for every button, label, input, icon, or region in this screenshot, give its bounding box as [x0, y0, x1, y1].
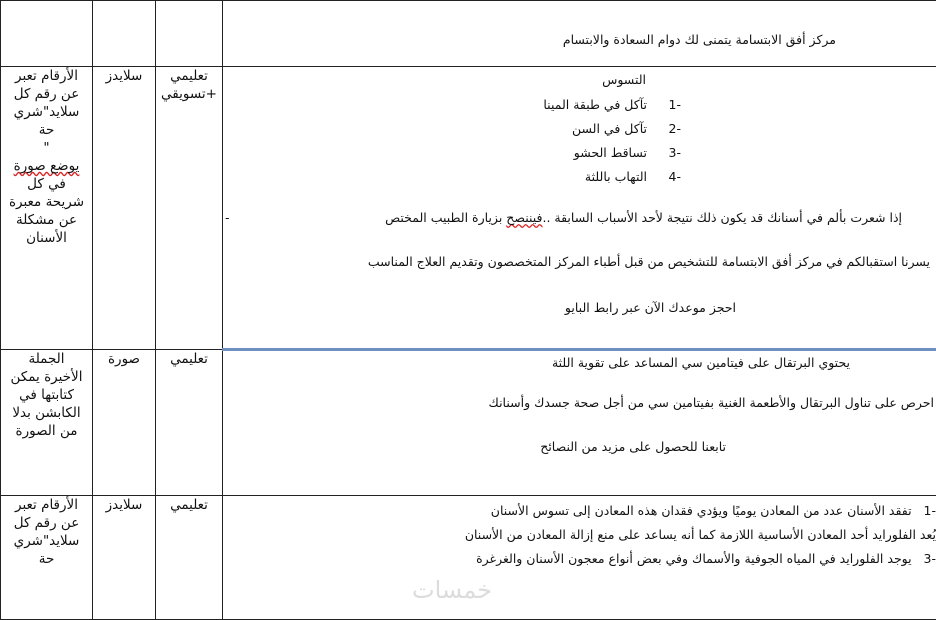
type-cell: سلايدز	[93, 67, 156, 350]
welcome-paragraph: يسرنا استقبالكم في مركز أفق الابتسامة للتشخيص من قبل أطباء المركز المتخصصون وتقديم العلاج المناسب	[223, 227, 936, 271]
advice-line: احرص على تناول البرتقال والأطعمة الغنية بفيتامين سي من أجل صحة جسدك وأسنانك	[223, 372, 936, 412]
content-cell	[223, 67, 936, 350]
table-row	[1, 1, 936, 67]
type-cell: سلايدز	[93, 496, 156, 620]
content-cell	[223, 350, 936, 496]
list-item: -3 يوجد الفلورايد في المياه الجوفية والأسماك وفي بعض أنواع معجون الأسنان والغرغرة	[223, 547, 936, 571]
intro-text: مركز أفق الابتسامة يتمنى لك دوام السعادة والابتسام	[223, 1, 936, 49]
purpose-cell: تعليمي	[156, 350, 223, 496]
watermark-logo: خمسات	[412, 576, 492, 604]
row-divider-highlight	[222, 348, 936, 351]
purpose-cell: تعليمي	[156, 496, 223, 620]
content-cell	[223, 1, 936, 67]
content-cell	[223, 496, 936, 620]
note-cell: الجملة الأخيرة يمكن كتابتها في الكابشن بدلا من الصورة	[1, 350, 93, 496]
list-item: -1تآكل في طبقة المينا	[223, 93, 936, 117]
note-cell: الأرقام تعبر عن رقم كل سلايد"شري حة	[1, 496, 93, 620]
misspelled-word: فيننصح	[506, 210, 542, 225]
advice-paragraph: - إذا شعرت بألم في أسنانك قد يكون ذلك نتيجة لأحد الأسباب السابقة ..فيننصح بزيارة الطبيب المختص	[223, 189, 936, 227]
list-item: يُعد الفلورايد أحد المعادن الأساسية اللازمة كما أنه يساعد على منع إزالة المعادن من الأسنان	[223, 523, 936, 547]
table-row	[1, 67, 936, 350]
table-row	[1, 350, 936, 496]
section-heading: التسوس	[223, 67, 936, 89]
purpose-cell: تعليمي +تسويقي	[156, 67, 223, 350]
type-cell: صورة	[93, 350, 156, 496]
follow-line: تابعنا للحصول على مزيد من النصائح	[223, 412, 936, 456]
list-item: -4التهاب باللثة	[223, 165, 936, 189]
note-cell	[1, 1, 93, 67]
list-item: -2تآكل في السن	[223, 117, 936, 141]
note-cell: الأرقام تعبر عن رقم كل سلايد"شري حة " يوضع صورة في كل شريحة معبرة عن مشكلة الأسنان	[1, 67, 93, 350]
bullet-marker: -	[225, 209, 230, 227]
booking-cta: احجز موعدك الآن عبر رابط البايو	[223, 271, 936, 317]
list-item: -1 تفقد الأسنان عدد من المعادن يوميًا ويؤدي فقدان هذه المعادن إلى تسوس الأسنان	[223, 499, 936, 523]
purpose-cell	[156, 1, 223, 67]
list-item: -3تساقط الحشو	[223, 141, 936, 165]
type-cell	[93, 1, 156, 67]
vitamin-line: يحتوي البرتقال على فيتامين سي المساعد على تقوية اللثة	[223, 350, 936, 372]
